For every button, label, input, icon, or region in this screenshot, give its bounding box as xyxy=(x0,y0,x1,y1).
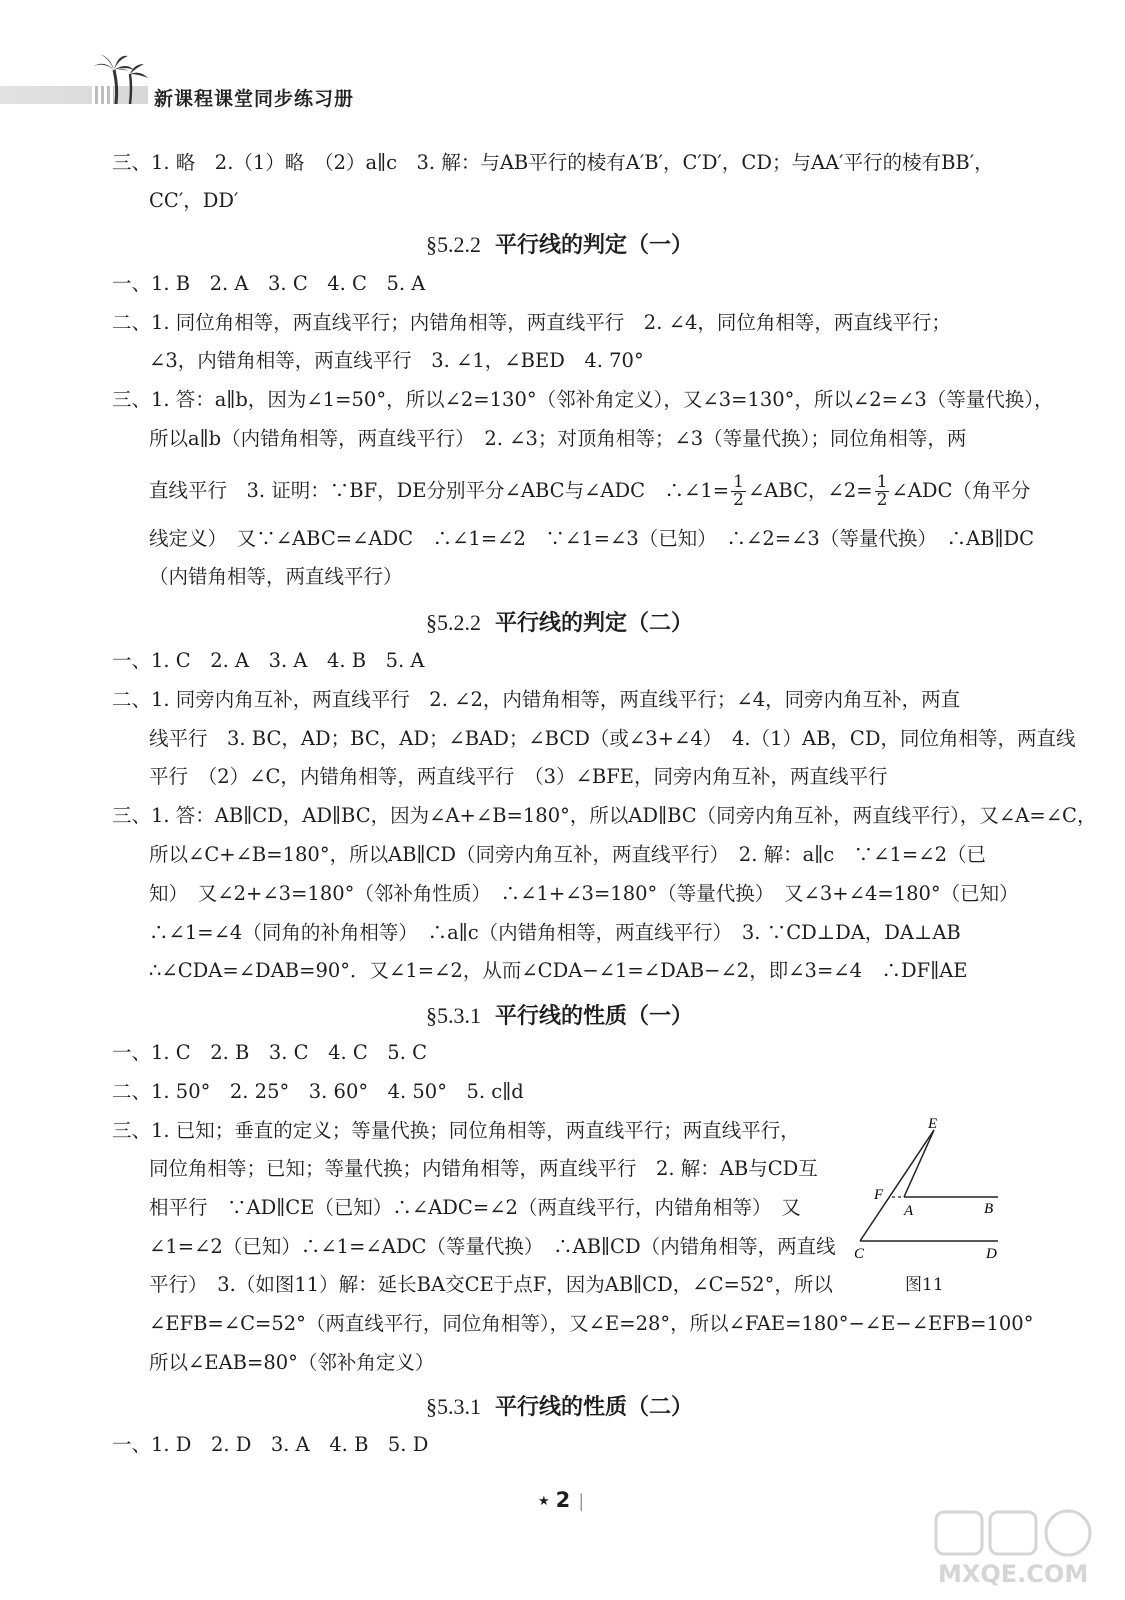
section-heading xyxy=(112,1390,1007,1421)
star-icon: ★ xyxy=(538,1493,550,1509)
text-line: CC′，DD′ xyxy=(149,189,239,212)
point-label: B xyxy=(984,1201,994,1217)
fraction-denominator: 2 xyxy=(876,490,888,510)
text-line: ∠3，内错角相等，两直线平行 3. ∠1，∠BED 4. 70° xyxy=(149,349,644,372)
text-line: ∴∠1=∠4（同角的补角相等） ∴a∥c（内错角相等，两直线平行） 3. ∵CD⊥DA，DA⊥AB xyxy=(149,921,961,944)
page-footer xyxy=(538,1488,584,1512)
text-line: 知） 又∠2+∠3=180°（邻补角性质） ∴∠1+∠3=180°（等量代换） 又∠3+∠4=180°（已知） xyxy=(149,882,1019,905)
watermark-logo xyxy=(930,1508,1110,1590)
text-line: ∠EFB=∠C=52°（两直线平行，同位角相等），又∠E=28°，所以∠FAE=180°−∠E−∠EFB=100° xyxy=(149,1312,1034,1335)
line-ce xyxy=(860,1130,934,1241)
text-line: 平行） 3.（如图11）解：延长BA交CE于点F，因为AB∥CD，∠C=52°，所以 xyxy=(149,1273,833,1296)
figure-11-diagram xyxy=(848,1115,1008,1295)
palm-tree-icon xyxy=(94,52,154,106)
section-heading xyxy=(112,606,1007,637)
book-title: 新课程课堂同步练习册 xyxy=(148,84,360,111)
point-label: D xyxy=(986,1246,997,1262)
point-label: C xyxy=(854,1246,865,1262)
section-title: 平行线的判定（一） xyxy=(494,233,693,258)
section-title: 平行线的判定（二） xyxy=(494,611,693,636)
text-line: 所以∠EAB=80°（邻补角定义） xyxy=(149,1351,435,1374)
text-line: （内错角相等，两直线平行） xyxy=(149,565,403,588)
text-line: 三、1. 答：AB∥CD，AD∥BC，因为∠A+∠B=180°，所以AD∥BC（同旁内角互补，两直线平行），又∠A=∠C， xyxy=(112,804,1097,827)
text-line: 三、1. 答：a∥b，因为∠1=50°，所以∠2=130°（邻补角定义），又∠3=130°，所以∠2=∠3（等量代换）， xyxy=(112,388,1054,411)
text-line: 三、1. 已知；垂直的定义；等量代换；同位角相等，两直线平行；两直线平行， xyxy=(112,1119,800,1142)
section-number: §5.3.1 xyxy=(425,1003,481,1028)
text-line: 平行 （2）∠C，内错角相等，两直线平行 （3）∠BFE，同旁内角互补，两直线平行 xyxy=(149,765,888,788)
section-heading xyxy=(112,999,1007,1030)
section-title: 平行线的性质（一） xyxy=(494,1004,693,1029)
watermark-text: MXQE.COM xyxy=(938,1560,1089,1588)
text-line: 相平行 ∵AD∥CE（已知）∴∠ADC=∠2（两直线平行，内错角相等） 又 xyxy=(149,1196,801,1219)
text-line: ∠1=∠2（已知）∴∠1=∠ADC（等量代换） ∴AB∥CD（内错角相等，两直线 xyxy=(149,1235,836,1258)
text-line: ∴∠CDA=∠DAB=90°．又∠1=∠2，从而∠CDA−∠1=∠DAB−∠2，即∠3=∠4 ∴DF∥AE xyxy=(149,959,968,982)
text-segment: 直线平行 3. 证明：∵BF，DE分别平分∠ABC与∠ADC ∴∠1= xyxy=(149,479,730,502)
fraction-numerator: 1 xyxy=(876,472,888,492)
section-title: 平行线的性质（二） xyxy=(494,1395,693,1420)
point-label: F xyxy=(874,1187,884,1203)
text-line: 一、1. C 2. A 3. A 4. B 5. A xyxy=(112,649,425,672)
point-label: A xyxy=(904,1203,914,1219)
text-line: 二、1. 同旁内角互补，两直线平行 2. ∠2，内错角相等，两直线平行；∠4，同旁内角互补，两直 xyxy=(112,688,961,711)
fraction xyxy=(731,474,746,509)
fraction xyxy=(875,474,890,509)
text-line: 三、1. 略 2.（1）略 （2）a∥c 3. 解：与AB平行的棱有A′B′，C′D′，CD；与AA′平行的棱有BB′， xyxy=(112,151,994,174)
text-line: 线平行 3. BC，AD；BC，AD；∠BAD；∠BCD（或∠3+∠4） 4.（1）AB，CD，同位角相等，两直线 xyxy=(149,727,1076,750)
figure-caption: 图11 xyxy=(905,1275,944,1295)
text-line: 线定义） 又∵∠ABC=∠ADC ∴∠1=∠2 ∵∠1=∠3（已知） ∴∠2=∠3（等量代换） ∴AB∥DC xyxy=(149,527,1035,550)
line-ae xyxy=(904,1130,934,1197)
text-segment: ∠ABC，∠2= xyxy=(747,479,873,502)
text-line: 一、1. B 2. A 3. C 4. C 5. A xyxy=(112,272,426,295)
point-label: E xyxy=(928,1116,938,1132)
text-line: 一、1. C 2. B 3. C 4. C 5. C xyxy=(112,1041,428,1064)
text-segment: ∠ADC（角平分 xyxy=(891,479,1031,502)
section-number: §5.2.2 xyxy=(425,232,481,257)
section-heading xyxy=(112,228,1007,259)
text-line xyxy=(149,474,1030,509)
section-number: §5.2.2 xyxy=(425,610,481,635)
section-number: §5.3.1 xyxy=(425,1394,481,1419)
text-line: 二、1. 同位角相等，两直线平行；内错角相等，两直线平行 2. ∠4，同位角相等，两直线平行； xyxy=(112,311,951,334)
fraction-numerator: 1 xyxy=(733,472,744,492)
text-line: 一、1. D 2. D 3. A 4. B 5. D xyxy=(112,1433,429,1456)
footer-divider: | xyxy=(578,1491,585,1512)
text-line: 所以a∥b（内错角相等，两直线平行） 2. ∠3；对顶角相等；∠3（等量代换）；同位角相等，两 xyxy=(149,427,967,450)
page-number: 2 xyxy=(555,1488,571,1512)
text-line: 二、1. 50° 2. 25° 3. 60° 4. 50° 5. c∥d xyxy=(112,1080,524,1103)
fraction-denominator: 2 xyxy=(733,490,744,510)
text-line: 所以∠C+∠B=180°，所以AB∥CD（同旁内角互补，两直线平行） 2. 解：a∥c ∵∠1=∠2（已 xyxy=(149,843,986,866)
text-line: 同位角相等；已知；等量代换；内错角相等，两直线平行 2. 解：AB与CD互 xyxy=(149,1157,818,1180)
